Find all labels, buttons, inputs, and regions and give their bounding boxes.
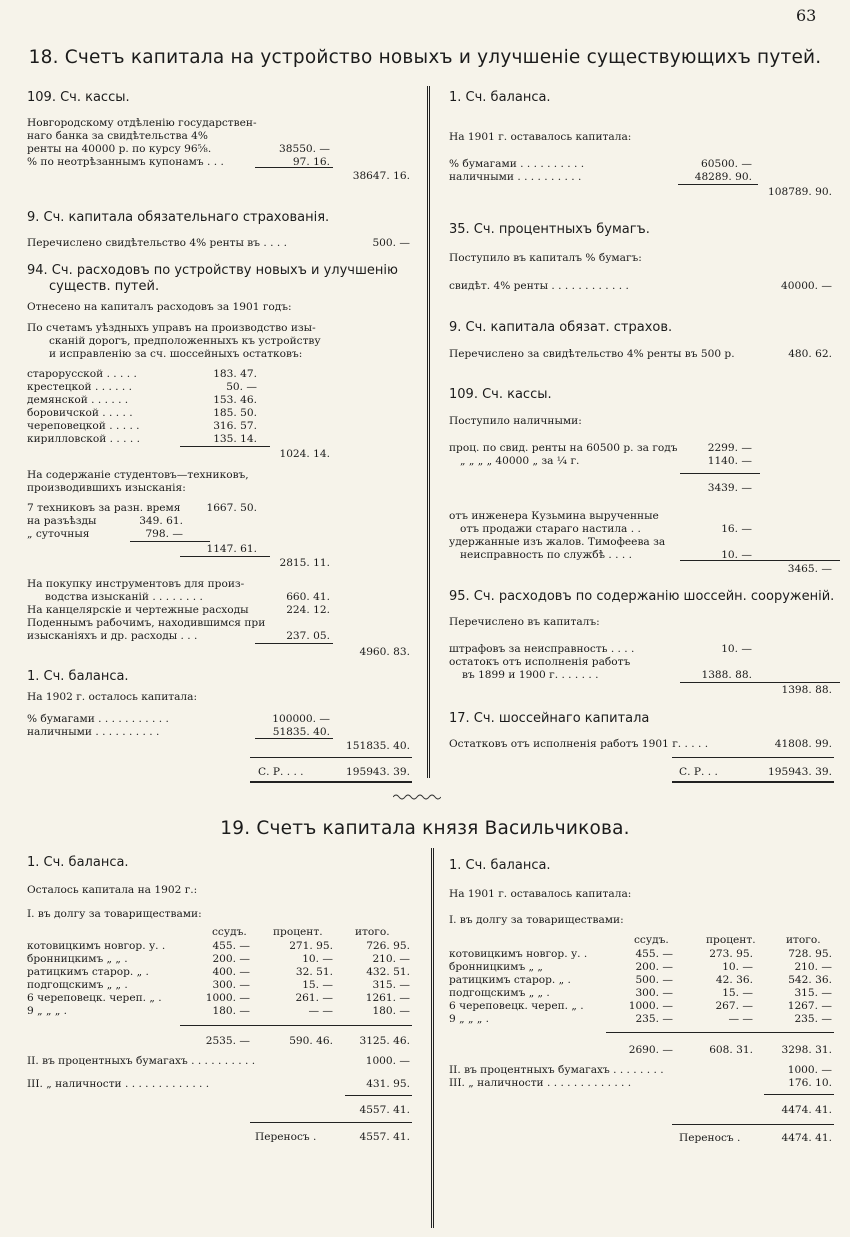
text-line: и исправленію за сч. шоссейныхъ остатковъ: [49,348,303,360]
column-divider [431,848,434,1228]
account-1-heading: 1. Сч. баланса. [449,858,551,873]
amount: 431. 95. [366,1078,410,1090]
rule [250,757,412,758]
amount: 185. 50. [213,407,257,419]
row-label: 9 „ „ „ . [27,1005,68,1017]
list-item: % бумагами . . . . . . . . . . [449,158,585,170]
list-item: наличными . . . . . . . . . . [27,726,160,738]
list-item: старорусской . . . . . [27,368,137,380]
account-9-heading: 9. Сч. капитала обязат. страхов. [449,320,673,335]
list-item: крестецкой . . . . . . [27,381,133,393]
text-line: Отнесено на капиталъ расходовъ за 1901 годъ: [27,301,292,313]
text-line: % по неотрѣзаннымъ купонамъ . . . [27,156,224,168]
amount: 40000. — [780,280,832,292]
account-1-heading: 1. Сч. баланса. [27,855,129,870]
amount: 480. 62. [788,348,832,360]
text-line: III. „ наличности . . . . . . . . . . . . . [449,1077,632,1089]
rule [680,473,760,474]
amount: 2299. — [707,442,752,454]
amount: 10. — [721,643,752,655]
sum-interest: 608. 31. [709,1044,753,1056]
list-item: кирилловской . . . . . [27,433,140,445]
section-18-title: 18. Счетъ капитала на устройство новыхъ и улучшеніе существующихъ путей. [28,47,822,68]
amount: 349. 61. [139,515,183,527]
cell-loan: 500. — [635,974,673,986]
text-line: Поденнымъ рабочимъ, находившимся при [27,617,266,629]
text-line: Перечислено въ капиталъ: [449,616,600,628]
row-label: котовицкимъ новгор. у. . [27,940,166,952]
text-line: наго банка за свидѣтельства 4% [27,130,208,142]
list-item: демянской . . . . . . [27,394,129,406]
rule [672,757,834,758]
text-line: Поступило въ капиталъ % бумагъ: [449,252,642,264]
row-label: ратицкимъ старор. „ . [27,966,149,978]
cell-loan: 200. — [212,953,250,965]
ornament-separator [393,793,441,801]
text-line: неисправность по службѣ . . . . [460,549,632,561]
cell-interest: 271. 95. [289,940,333,952]
text-line: Перечислено за свидѣтельство 4% ренты въ 500 р. [449,348,735,360]
amount-subtotal: 2815. 11. [279,557,330,569]
account-94-heading-cont: существ. путей. [49,279,160,294]
column-header: ссудъ. [212,926,247,938]
list-item: 7 техниковъ за разн. время [27,502,181,514]
amount: 60500. — [700,158,752,170]
sr-label: С. Р. . . . [258,766,304,778]
amount-total: 3465. — [787,563,832,575]
rule [180,1025,412,1026]
text-line: I. въ долгу за товариществами: [27,908,202,920]
rule [680,560,840,561]
rule [180,556,270,557]
rule [764,1094,834,1095]
text-line: На содержаніе студентовъ—техниковъ, [27,469,249,481]
text-line: сканій дорогъ, предположенныхъ къ устройству [49,335,321,347]
amount: 41808. 99. [774,738,832,750]
column-header: итого. [355,926,390,938]
column-divider [427,86,430,778]
text-line: I. въ долгу за товариществами: [449,914,624,926]
row-label: 6 череповецк. череп. „ . [449,1000,584,1012]
cell-loan: 300. — [635,987,673,999]
cell-interest: 15. — [722,987,753,999]
account-35-heading: 35. Сч. процентныхъ бумагъ. [449,222,650,237]
list-item: „ „ „ „ 40000 „ за ¼ г. [460,455,580,467]
cell-total: 210. — [372,953,410,965]
text-line: штрафовъ за неисправность . . . . [449,643,635,655]
amount: 38550. — [278,143,330,155]
cell-total: 315. — [372,979,410,991]
perenos-total: 4474. 41. [781,1132,832,1144]
text-line: II. въ процентныхъ бумагахъ . . . . . . . . [449,1064,664,1076]
text-line: Поступило наличными: [449,415,582,427]
sr-total: 195943. 39. [345,766,410,778]
cell-total: 1267. — [787,1000,832,1012]
amount: 798. — [145,528,183,540]
cell-loan: 455. — [212,940,250,952]
cell-loan: 400. — [212,966,250,978]
cell-loan: 1000. — [628,1000,673,1012]
text-line: На канцелярскіе и чертежные расходы [27,604,249,616]
amount: 1388. 88. [701,669,752,681]
amount-subtotal: 3439. — [707,482,752,494]
row-label: подгощскимъ „ „ . [449,987,550,999]
cell-total: 432. 51. [366,966,410,978]
amount: 660. 41. [286,591,330,603]
row-label: 9 „ „ „ . [449,1013,490,1025]
text-line: Новгородскому отдѣленію государствен- [27,117,257,129]
row-label: подгощскимъ „ „ . [27,979,128,991]
cell-total: 180. — [372,1005,410,1017]
perenos-label: Переносъ . [679,1132,741,1144]
account-109-heading: 109. Сч. кассы. [27,90,130,105]
text-line: водства изысканій . . . . . . . . [45,591,203,603]
column-header: процент. [273,926,323,938]
perenos-label: Переносъ . [255,1131,317,1143]
text-line: На 1902 г. осталось капитала: [27,691,198,703]
cell-loan: 180. — [212,1005,250,1017]
amount: 500. — [372,237,410,249]
column-header: итого. [786,934,821,946]
rule [255,738,333,739]
cell-interest: 267. — [715,1000,753,1012]
text-line: На покупку инструментовъ для произ- [27,578,245,590]
list-item: череповецкой . . . . . [27,420,140,432]
amount: 316. 57. [213,420,257,432]
amount-total: 151835. 40. [345,740,410,752]
amount: 153. 46. [213,394,257,406]
amount: 237. 05. [286,630,330,642]
rule [250,1122,412,1123]
amount: 1667. 50. [206,502,257,514]
cell-total: 728. 95. [788,948,832,960]
sr-total: 195943. 39. [767,766,832,778]
rule [672,1124,834,1125]
text-line: изысканіяхъ и др. расходы . . . [27,630,198,642]
list-item: % бумагами . . . . . . . . . . . [27,713,169,725]
text-line: остатокъ отъ исполненія работъ [449,656,631,668]
amount: 50. — [226,381,257,393]
text-line: въ 1899 и 1900 г. . . . . . . [462,669,599,681]
amount: 176. 10. [788,1077,832,1089]
cell-interest: 15. — [302,979,333,991]
amount: 97. 16. [292,156,330,168]
row-label: котовицкимъ новгор. у. . [449,948,588,960]
cell-loan: 1000. — [205,992,250,1004]
cell-total: 726. 95. [366,940,410,952]
amount-total: 1398. 88. [781,684,832,696]
account-9-heading: 9. Сч. капитала обязательнаго страхованія. [27,210,330,225]
rule [250,781,412,783]
cell-interest: — — [308,1005,333,1017]
amount: 16. — [721,523,752,535]
rule [345,1095,412,1096]
page-number: 63 [796,6,817,25]
amount: 1140. — [707,455,752,467]
section-19-title: 19. Счетъ капитала князя Васильчикова. [220,818,630,839]
account-94-heading: 94. Сч. расходовъ по устройству новыхъ и улучшенію [27,263,398,278]
text-line: II. въ процентныхъ бумагахъ . . . . . . . . . . [27,1055,256,1067]
amount: 48289. 90. [694,171,752,183]
text-line: На 1901 г. оставалось капитала: [449,888,632,900]
amount: 135. 14. [213,433,257,445]
text-line: отъ продажи стараго настила . . [460,523,641,535]
cell-interest: 261. — [295,992,333,1004]
cell-interest: 32. 51. [295,966,333,978]
rule [672,781,834,783]
amount-total: 4960. 83. [359,646,410,658]
cell-interest: — — [728,1013,753,1025]
sr-label: С. Р. . . [679,766,718,778]
rule [255,167,333,168]
text-line: Остатковъ отъ исполненія работъ 1901 г. . . . . [449,738,709,750]
cell-loan: 235. — [635,1013,673,1025]
amount-total: 38647. 16. [352,170,410,182]
cell-total: 542. 36. [788,974,832,986]
cell-loan: 300. — [212,979,250,991]
list-item: наличными . . . . . . . . . . [449,171,582,183]
column-header: процент. [706,934,756,946]
cell-total: 235. — [794,1013,832,1025]
text-line: ренты на 40000 р. по курсу 96⅝. [27,143,212,155]
amount: 1000. — [787,1064,832,1076]
text-line: На 1901 г. оставалось капитала: [449,131,632,143]
list-item: боровичской . . . . . [27,407,133,419]
list-item: на разъѣзды [27,515,97,527]
row-label: бронницкимъ „ „ [449,961,543,973]
cell-loan: 200. — [635,961,673,973]
sum-interest: 590. 46. [289,1035,333,1047]
amount-subtotal: 1147. 61. [206,543,257,555]
account-1-heading: 1. Сч. баланса. [449,90,551,105]
rule [130,541,210,542]
list-item: „ суточныя [27,528,90,540]
amount: 1000. — [365,1055,410,1067]
rule [606,1032,834,1033]
column-header: ссудъ. [634,934,669,946]
cell-interest: 273. 95. [709,948,753,960]
cell-total: 210. — [794,961,832,973]
text-line: По счетамъ уѣздныхъ управъ на производство изы- [27,322,316,334]
perenos-total: 4557. 41. [359,1131,410,1143]
amount-subtotal: 1024. 14. [279,448,330,460]
cell-interest: 10. — [722,961,753,973]
text-line: Перечислено свидѣтельство 4% ренты въ . . . . [27,237,287,249]
account-17-heading: 17. Сч. шоссейнаго капитала [449,711,650,726]
cell-interest: 42. 36. [715,974,753,986]
sum-total: 3125. 46. [359,1035,410,1047]
account-95-heading: 95. Сч. расходовъ по содержанію шоссейн. сооруженій. [449,589,835,604]
list-item: проц. по свид. ренты на 60500 р. за годъ [449,442,678,454]
amount: 224. 12. [286,604,330,616]
row-label: 6 череповецк. череп. „ . [27,992,162,1004]
rule [255,643,333,644]
rule [680,682,840,683]
amount: 51835. 40. [272,726,330,738]
text-line: свидѣт. 4% ренты . . . . . . . . . . . . [449,280,629,292]
text-line: отъ инженера Кузьмина вырученные [449,510,659,522]
text-line: III. „ наличности . . . . . . . . . . . . . [27,1078,210,1090]
rule [180,446,270,447]
text-line: Осталось капитала на 1902 г.: [27,884,198,896]
amount-total: 4474. 41. [781,1104,832,1116]
sum-loan: 2535. — [205,1035,250,1047]
cell-interest: 10. — [302,953,333,965]
cell-total: 315. — [794,987,832,999]
cell-loan: 455. — [635,948,673,960]
text-line: производившихъ изысканія: [27,482,186,494]
rule [678,184,758,185]
cell-total: 1261. — [365,992,410,1004]
sum-loan: 2690. — [628,1044,673,1056]
amount: 100000. — [272,713,330,725]
row-label: ратицкимъ старор. „ . [449,974,571,986]
sum-total: 3298. 31. [781,1044,832,1056]
amount: 183. 47. [213,368,257,380]
account-109-heading: 109. Сч. кассы. [449,387,552,402]
amount-total: 108789. 90. [767,186,832,198]
row-label: бронницкимъ „ „ . [27,953,128,965]
text-line: удержанные изъ жалов. Тимофеева за [449,536,666,548]
amount-total: 4557. 41. [359,1104,410,1116]
account-1-heading: 1. Сч. баланса. [27,669,129,684]
amount: 10. — [721,549,752,561]
